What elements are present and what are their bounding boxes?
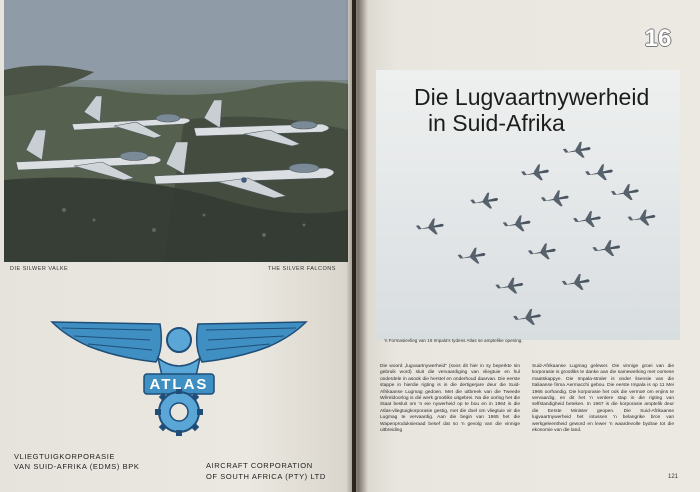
company-name-english [206, 460, 346, 482]
page-number: 121 [668, 474, 679, 480]
caption-silwer-valke: DIE SILWER VALKE [10, 266, 69, 272]
company-afr-line1: VLIEGTUIGKORPORASIE [14, 452, 116, 461]
atlas-logo-text: ATLAS [149, 376, 209, 393]
book-gutter [346, 0, 368, 492]
company-eng-line2: OF SOUTH AFRICA (PTY) LTD [206, 472, 326, 481]
title-line-1: Die Lugvaartnywerheid [414, 84, 650, 110]
atlas-logo [48, 318, 310, 438]
company-eng-line1: AIRCRAFT CORPORATION [206, 461, 313, 470]
caption-silver-falcons: THE SILVER FALCONS [268, 266, 336, 272]
photo-caption: 'n Formasievlieg van 16 Impala's tydens Atlas se amptelike opening. [384, 338, 523, 343]
formation-photo-graphic [4, 0, 348, 262]
company-name-afrikaans [14, 452, 202, 472]
chapter-number: 16 [644, 25, 672, 52]
formation-photo [4, 0, 348, 262]
body-column-2: Suid-Afrikaanse Lugmag gelewer. Die vinnige groei van die korporasie is grootliks te danke aan die samewerking met oorsese maatskappye. Die Impala-straler is onder lisensie van die Italiaanse firma Aermacchi gebou. Die eerste Impala is op 11 Mei 1966 oorhandig. Die korporasie het ook die vermoë om enjins te vervaardig, en dit het 'n verdere stap in die rigting van selfstandigheid beteken. In 1967 is die korporasie amptelik deur die Eerste Minister geopen. Die Suid-Afrikaanse lugvaartnywerheid het intussen 'n belangrike bron van werkgeleentheid geword en lewer 'n waardevolle bydrae tot die ekonomie van die land. [532, 364, 674, 434]
page-title [414, 84, 694, 136]
body-column-1: Die woord „lugvaartnywerheid” (soos dit hier in sy beperkte sin gebruik word) sluit die vervaardiging van vliegtuie en hul onderdele in asook die herstel en onderhoud daarvan. Die eerste stappe in hierdie rigting is in die dertigerjare deur die Suid-Afrikaanse Lugmag gedoen. Met die uitbreek van die Tweede Wêreldoorlog is dié werk grootliks uitgebrei. Na die oorlog het die Staat besluit om 'n eie nywerheid op te bou en in 1964 is die Atlas-vliegtuigkorporasie gestig, met die doel om vliegtuie vir die Lugmag te vervaardig. Aan die begin van 1965 het die Wapenproduksieraad besef dat so 'n gevolg van die vinnige uitbreiding [380, 364, 520, 434]
company-afr-line2: VAN SUID-AFRIKA (EDMS) BPK [14, 462, 140, 471]
title-line-2: in Suid-Afrika [428, 110, 565, 136]
atlas-logo-graphic [48, 318, 310, 438]
